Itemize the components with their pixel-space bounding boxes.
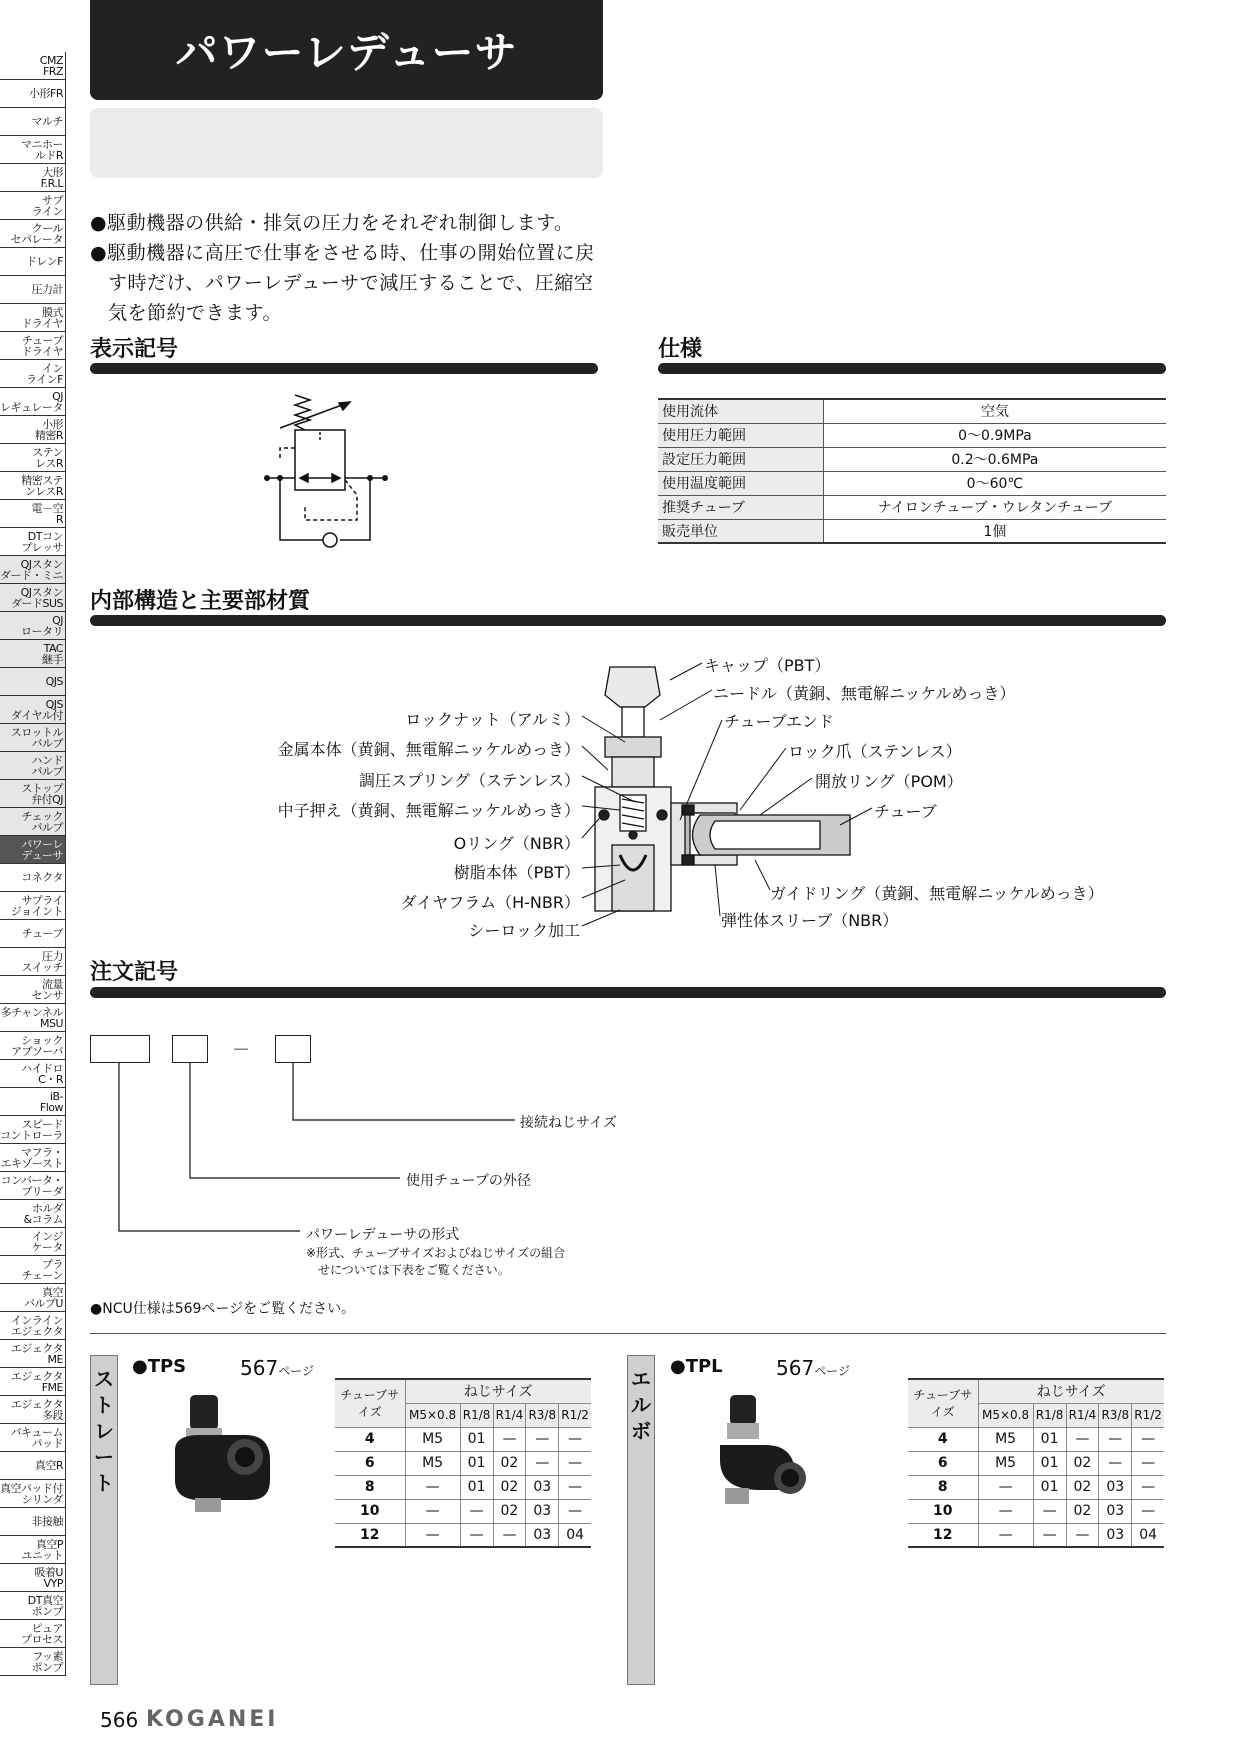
pneumatic-symbol-diagram bbox=[255, 390, 415, 560]
table-cell: 12 bbox=[335, 1523, 405, 1547]
order-dash: － bbox=[232, 1040, 250, 1061]
product-photo-tps bbox=[170, 1390, 275, 1515]
table-cell: 03 bbox=[526, 1523, 559, 1547]
size-col-header: R1/2 bbox=[559, 1403, 591, 1427]
sidebar-item-22[interactable]: QJS bbox=[0, 668, 66, 696]
size-col-header: M5×0.8 bbox=[978, 1403, 1033, 1427]
table-cell: 8 bbox=[908, 1475, 978, 1499]
sidebar-item-0[interactable]: CMZ FRZ bbox=[0, 52, 66, 80]
tab-elbow bbox=[627, 1355, 655, 1685]
ncu-note: ●NCU仕様は569ページをご覧ください。 bbox=[90, 1301, 356, 1317]
table-cell: 01 bbox=[1033, 1451, 1066, 1475]
sidebar-item-32[interactable]: 圧力 スイッチ bbox=[0, 948, 66, 976]
sidebar-item-18[interactable]: QJスタン ダード・ミニ bbox=[0, 556, 66, 584]
table-cell: 02 bbox=[1066, 1475, 1099, 1499]
table-cell: — bbox=[405, 1499, 460, 1523]
label-lock-nut: ロックナット（アルミ） bbox=[405, 710, 580, 729]
table-cell: 02 bbox=[493, 1451, 526, 1475]
sidebar-item-7[interactable]: ドレンF bbox=[0, 248, 66, 276]
order-connector-lines bbox=[90, 1063, 530, 1233]
table-cell: 01 bbox=[460, 1427, 493, 1451]
table-row bbox=[908, 1475, 1164, 1499]
table-cell: — bbox=[559, 1499, 591, 1523]
sidebar-item-51[interactable]: 真空パッド付 シリンダ bbox=[0, 1480, 66, 1508]
table-cell: 03 bbox=[1099, 1499, 1132, 1523]
sidebar-item-24[interactable]: スロットル バルブ bbox=[0, 724, 66, 752]
sidebar-item-25[interactable]: ハンド バルブ bbox=[0, 752, 66, 780]
table-cell: 04 bbox=[559, 1523, 591, 1547]
table-cell: — bbox=[1066, 1427, 1099, 1451]
spec-row bbox=[658, 423, 1166, 447]
product-name-tps: ●TPS bbox=[132, 1356, 187, 1377]
label-tube: チューブ bbox=[874, 802, 937, 821]
sidebar-item-42[interactable]: インジ ケータ bbox=[0, 1228, 66, 1256]
table-row bbox=[335, 1475, 591, 1499]
table-cell: 10 bbox=[908, 1499, 978, 1523]
tab-straight bbox=[90, 1355, 118, 1685]
section-title-symbol: 表示記号 bbox=[90, 337, 179, 362]
sidebar-item-16[interactable]: 電－空 R bbox=[0, 500, 66, 528]
sidebar-item-40[interactable]: コンバータ・ ブリーダ bbox=[0, 1172, 66, 1200]
product-page-num-tps: 567 bbox=[240, 1356, 279, 1380]
table-cell: — bbox=[526, 1427, 559, 1451]
table-cell: 4 bbox=[908, 1427, 978, 1451]
spec-value: 1個 bbox=[823, 519, 1166, 543]
table-cell: M5 bbox=[405, 1451, 460, 1475]
label-guide-ring: ガイドリング（黄銅、無電解ニッケルめっき） bbox=[770, 884, 1104, 903]
table-cell: — bbox=[559, 1475, 591, 1499]
section-bar-structure bbox=[90, 615, 1166, 626]
product-page-num-tpl: 567 bbox=[776, 1356, 815, 1380]
order-label-model: パワーレデューサの形式 bbox=[306, 1227, 460, 1243]
sidebar-item-49[interactable]: バキューム パッド bbox=[0, 1424, 66, 1452]
sidebar-item-50[interactable]: 真空R bbox=[0, 1452, 66, 1480]
sidebar-item-6[interactable]: クール セパレータ bbox=[0, 220, 66, 248]
product-page-suffix-tpl: ページ bbox=[814, 1364, 850, 1378]
subtitle-box bbox=[90, 108, 603, 178]
size-col-header: R3/8 bbox=[1099, 1403, 1132, 1427]
sidebar-item-8[interactable]: 圧力計 bbox=[0, 276, 66, 304]
sidebar-item-33[interactable]: 流量 センサ bbox=[0, 976, 66, 1004]
sidebar-item-20[interactable]: QJ ロータリ bbox=[0, 612, 66, 640]
table-cell: 01 bbox=[460, 1451, 493, 1475]
order-note-1: ※形式、チューブサイズおよびねじサイズの組合 bbox=[306, 1246, 566, 1260]
sidebar-item-30[interactable]: サプライ ジョイント bbox=[0, 892, 66, 920]
table-cell: — bbox=[559, 1427, 591, 1451]
table-cell: 6 bbox=[908, 1451, 978, 1475]
label-release-ring: 開放リング（POM） bbox=[815, 772, 963, 791]
label-oring: Oリング（NBR） bbox=[453, 834, 580, 853]
table-cell: 02 bbox=[1066, 1499, 1099, 1523]
size-col-header: R1/8 bbox=[460, 1403, 493, 1427]
sidebar-item-36[interactable]: ハイドロ C・R bbox=[0, 1060, 66, 1088]
spec-key: 販売単位 bbox=[658, 519, 823, 543]
sidebar-item-35[interactable]: ショック アブソーバ bbox=[0, 1032, 66, 1060]
table-cell: 04 bbox=[1132, 1523, 1164, 1547]
order-box-model bbox=[90, 1035, 150, 1063]
table-cell: 02 bbox=[493, 1499, 526, 1523]
sidebar-item-39[interactable]: マフラ・ エキゾースト bbox=[0, 1144, 66, 1172]
table-row bbox=[908, 1451, 1164, 1475]
sidebar-item-15[interactable]: 精密ステ ンレスR bbox=[0, 472, 66, 500]
section-title-spec: 仕様 bbox=[658, 337, 703, 362]
table-cell: — bbox=[1132, 1451, 1164, 1475]
table-cell: — bbox=[526, 1451, 559, 1475]
sidebar-item-34[interactable]: 多チャンネル MSU bbox=[0, 1004, 66, 1032]
sidebar-item-52[interactable]: 非接触 bbox=[0, 1508, 66, 1536]
spec-table bbox=[658, 398, 1166, 544]
table-cell: 4 bbox=[335, 1427, 405, 1451]
spec-value: ナイロンチューブ・ウレタンチューブ bbox=[823, 495, 1166, 519]
spec-row bbox=[658, 471, 1166, 495]
size-table-header-tube: チューブサイズ bbox=[335, 1379, 405, 1427]
label-diaphragm: ダイヤフラム（H-NBR） bbox=[400, 893, 580, 912]
table-cell: 6 bbox=[335, 1451, 405, 1475]
size-col-header: M5×0.8 bbox=[405, 1403, 460, 1427]
table-cell: — bbox=[1033, 1499, 1066, 1523]
sidebar-item-26[interactable]: ストップ 弁付QJ bbox=[0, 780, 66, 808]
page-title: パワーレデューサ bbox=[90, 0, 603, 100]
sidebar-item-56[interactable]: ピュア プロセス bbox=[0, 1620, 66, 1648]
spec-value: 0～60℃ bbox=[823, 471, 1166, 495]
table-cell: M5 bbox=[405, 1427, 460, 1451]
label-lock-claw: ロック爪（ステンレス） bbox=[788, 742, 962, 761]
sidebar-nav bbox=[0, 52, 66, 1676]
table-row bbox=[908, 1523, 1164, 1547]
sidebar-item-19[interactable]: QJスタン ダードSUS bbox=[0, 584, 66, 612]
sidebar-item-48[interactable]: エジェクタ 多段 bbox=[0, 1396, 66, 1424]
table-cell: M5 bbox=[978, 1427, 1033, 1451]
spec-row bbox=[658, 399, 1166, 423]
tab-label: エ ル ボ bbox=[631, 1367, 651, 1443]
sidebar-item-54[interactable]: 吸着U VYP bbox=[0, 1564, 66, 1592]
label-resin-body: 樹脂本体（PBT） bbox=[453, 863, 580, 882]
table-cell: — bbox=[559, 1451, 591, 1475]
product-photo-tpl bbox=[710, 1390, 815, 1515]
table-cell: — bbox=[1132, 1475, 1164, 1499]
table-cell: — bbox=[405, 1475, 460, 1499]
sidebar-item-17[interactable]: DTコン プレッサ bbox=[0, 528, 66, 556]
order-box-tube bbox=[172, 1035, 208, 1063]
order-note-2: せについては下表をご覧ください。 bbox=[318, 1263, 510, 1277]
brand-logo: KOGANEI bbox=[146, 1707, 279, 1732]
spec-value: 空気 bbox=[823, 399, 1166, 423]
sidebar-item-47[interactable]: エジェクタ FME bbox=[0, 1368, 66, 1396]
table-cell: 03 bbox=[1099, 1475, 1132, 1499]
tab-label: ス ト レ ー ト bbox=[94, 1367, 114, 1495]
table-cell: 02 bbox=[1066, 1451, 1099, 1475]
spec-key: 使用圧力範囲 bbox=[658, 423, 823, 447]
table-cell: — bbox=[1099, 1427, 1132, 1451]
table-row bbox=[335, 1451, 591, 1475]
feature-bullet-2-cont2: 気を節約できます。 bbox=[108, 302, 282, 324]
sidebar-item-14[interactable]: ステン レスR bbox=[0, 444, 66, 472]
label-cap: キャップ（PBT） bbox=[704, 656, 831, 675]
table-cell: — bbox=[978, 1475, 1033, 1499]
sidebar-item-23[interactable]: QJS ダイヤル付 bbox=[0, 696, 66, 724]
table-cell: — bbox=[978, 1523, 1033, 1547]
table-cell: — bbox=[1033, 1523, 1066, 1547]
sidebar-item-21[interactable]: TAC 継手 bbox=[0, 640, 66, 668]
sidebar-item-43[interactable]: プラ チェーン bbox=[0, 1256, 66, 1284]
sidebar-item-45[interactable]: インライン エジェクタ bbox=[0, 1312, 66, 1340]
size-col-header: R1/4 bbox=[1066, 1403, 1099, 1427]
feature-bullet-1: ●駆動機器の供給・排気の圧力をそれぞれ制御します。 bbox=[90, 212, 574, 234]
size-col-header: R1/8 bbox=[1033, 1403, 1066, 1427]
section-bar-spec bbox=[658, 363, 1166, 374]
sidebar-item-5[interactable]: サブ ライン bbox=[0, 192, 66, 220]
sidebar-item-44[interactable]: 真空 バルブU bbox=[0, 1284, 66, 1312]
section-title-structure: 内部構造と主要部材質 bbox=[90, 589, 311, 614]
size-table-tps bbox=[335, 1378, 591, 1548]
label-tube-end: チューブエンド bbox=[724, 712, 834, 731]
sidebar-item-1[interactable]: 小形FR bbox=[0, 80, 66, 108]
table-row bbox=[908, 1427, 1164, 1451]
sidebar-item-11[interactable]: イン ラインF bbox=[0, 360, 66, 388]
spec-key: 推奨チューブ bbox=[658, 495, 823, 519]
feature-bullet-2-cont: す時だけ、パワーレデューサで減圧することで、圧縮空 bbox=[108, 272, 594, 294]
sidebar-item-4[interactable]: 大形 F.R.L bbox=[0, 164, 66, 192]
size-table-header-tube: チューブサイズ bbox=[908, 1379, 978, 1427]
table-cell: 01 bbox=[460, 1475, 493, 1499]
order-box-thread bbox=[275, 1035, 311, 1063]
table-cell: 01 bbox=[1033, 1427, 1066, 1451]
table-cell: 03 bbox=[526, 1475, 559, 1499]
leader-lines-right bbox=[640, 650, 900, 940]
spec-key: 設定圧力範囲 bbox=[658, 447, 823, 471]
spec-value: 0～0.9MPa bbox=[823, 423, 1166, 447]
order-label-tube: 使用チューブの外径 bbox=[406, 1173, 531, 1189]
sidebar-item-46[interactable]: エジェクタ ME bbox=[0, 1340, 66, 1368]
table-cell: — bbox=[460, 1499, 493, 1523]
section-bar-symbol bbox=[90, 363, 598, 374]
sidebar-item-38[interactable]: スピード コントローラ bbox=[0, 1116, 66, 1144]
sidebar-item-3[interactable]: マニホー ルドR bbox=[0, 136, 66, 164]
table-cell: 03 bbox=[1099, 1523, 1132, 1547]
sidebar-item-55[interactable]: DT真空 ポンプ bbox=[0, 1592, 66, 1620]
size-table-header-thread: ねじサイズ bbox=[405, 1379, 591, 1403]
table-cell: — bbox=[1066, 1523, 1099, 1547]
table-cell: 10 bbox=[335, 1499, 405, 1523]
table-row bbox=[335, 1523, 591, 1547]
sidebar-item-31[interactable]: チューブ bbox=[0, 920, 66, 948]
size-table-tpl bbox=[908, 1378, 1164, 1548]
spec-row bbox=[658, 495, 1166, 519]
table-row bbox=[335, 1427, 591, 1451]
spec-value: 0.2～0.6MPa bbox=[823, 447, 1166, 471]
table-cell: M5 bbox=[978, 1451, 1033, 1475]
sidebar-item-28[interactable]: パワーレ デューサ bbox=[0, 836, 66, 864]
sidebar-item-29[interactable]: コネクタ bbox=[0, 864, 66, 892]
sidebar-item-53[interactable]: 真空P ユニット bbox=[0, 1536, 66, 1564]
sidebar-item-27[interactable]: チェック バルブ bbox=[0, 808, 66, 836]
table-cell: — bbox=[1132, 1427, 1164, 1451]
table-cell: 01 bbox=[1033, 1475, 1066, 1499]
label-needle: ニードル（黄銅、無電解ニッケルめっき） bbox=[713, 684, 1016, 703]
label-metal-body: 金属本体（黄銅、無電解ニッケルめっき） bbox=[277, 740, 580, 759]
spec-row bbox=[658, 519, 1166, 543]
table-row bbox=[335, 1499, 591, 1523]
table-cell: 12 bbox=[908, 1523, 978, 1547]
table-cell: — bbox=[978, 1499, 1033, 1523]
label-sleeve: 弾性体スリーブ（NBR） bbox=[721, 911, 899, 930]
sidebar-item-41[interactable]: ホルダ &コラム bbox=[0, 1200, 66, 1228]
table-cell: — bbox=[1132, 1499, 1164, 1523]
spec-row bbox=[658, 447, 1166, 471]
size-col-header: R1/4 bbox=[493, 1403, 526, 1427]
size-col-header: R1/2 bbox=[1132, 1403, 1164, 1427]
product-page-tpl bbox=[776, 1356, 850, 1380]
divider-line bbox=[90, 1333, 1166, 1334]
label-spring: 調圧スプリング（ステンレス） bbox=[358, 771, 580, 790]
table-cell: 8 bbox=[335, 1475, 405, 1499]
order-label-thread: 接続ねじサイズ bbox=[520, 1115, 617, 1131]
sidebar-item-12[interactable]: QJ レギュレータ bbox=[0, 388, 66, 416]
sidebar-item-37[interactable]: iB- Flow bbox=[0, 1088, 66, 1116]
size-table-header-thread: ねじサイズ bbox=[978, 1379, 1164, 1403]
label-seal: シーロック加工 bbox=[468, 921, 580, 940]
table-cell: 03 bbox=[526, 1499, 559, 1523]
table-cell: — bbox=[493, 1427, 526, 1451]
product-name-tpl: ●TPL bbox=[670, 1356, 723, 1377]
size-col-header: R3/8 bbox=[526, 1403, 559, 1427]
table-row bbox=[908, 1499, 1164, 1523]
feature-bullet-2: ●駆動機器に高圧で仕事をさせる時、仕事の開始位置に戻 bbox=[90, 242, 595, 264]
product-page-tps bbox=[240, 1356, 314, 1380]
sidebar-item-13[interactable]: 小形 精密R bbox=[0, 416, 66, 444]
table-cell: — bbox=[493, 1523, 526, 1547]
table-cell: — bbox=[1099, 1451, 1132, 1475]
spec-key: 使用流体 bbox=[658, 399, 823, 423]
product-page-suffix-tps: ページ bbox=[278, 1364, 314, 1378]
table-cell: — bbox=[460, 1523, 493, 1547]
sidebar-item-9[interactable]: 膜式 ドライヤ bbox=[0, 304, 66, 332]
table-cell: — bbox=[405, 1523, 460, 1547]
spec-key: 使用温度範囲 bbox=[658, 471, 823, 495]
sidebar-item-57[interactable]: フッ素 ポンプ bbox=[0, 1648, 66, 1676]
label-holder: 中子押え（黄銅、無電解ニッケルめっき） bbox=[277, 801, 580, 820]
sidebar-item-10[interactable]: チューブ ドライヤ bbox=[0, 332, 66, 360]
section-title-order: 注文記号 bbox=[90, 960, 179, 985]
page-number: 566 bbox=[100, 1708, 139, 1732]
sidebar-item-2[interactable]: マルチ bbox=[0, 108, 66, 136]
table-cell: 02 bbox=[493, 1475, 526, 1499]
section-bar-order bbox=[90, 987, 1166, 998]
